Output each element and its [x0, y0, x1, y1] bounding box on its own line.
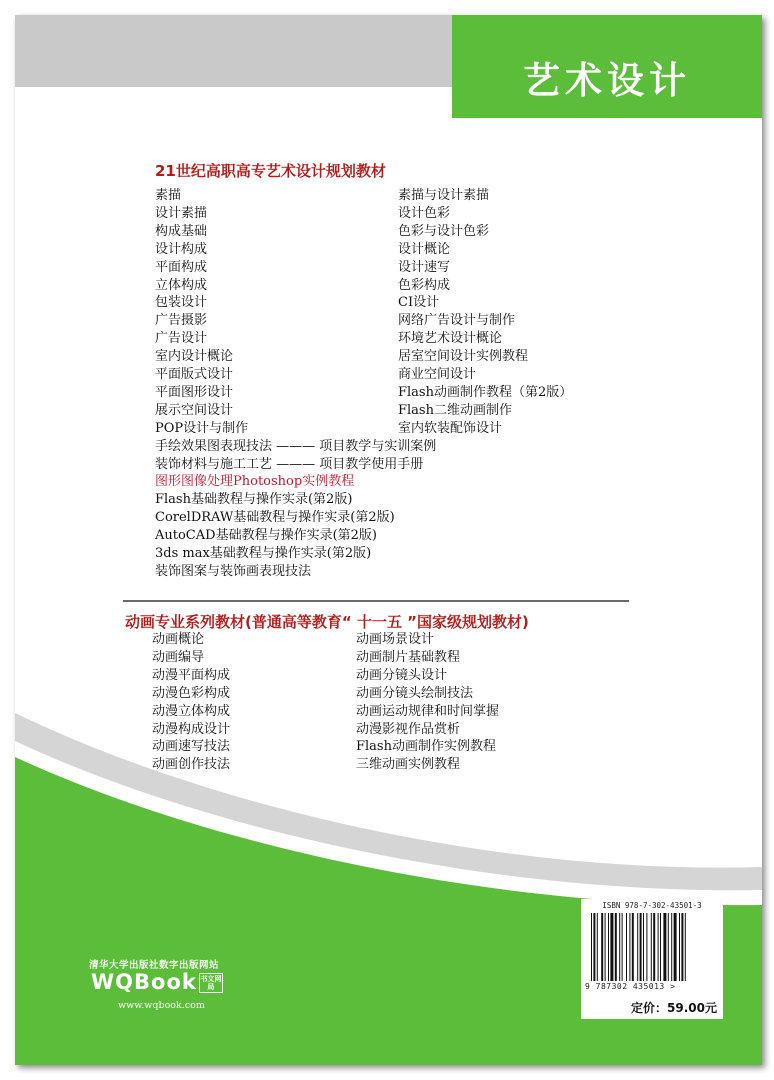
series2-book-right: 动画场景设计 — [356, 632, 435, 647]
barcode-bar — [640, 913, 642, 981]
series2-book-left: 动画编导 — [152, 649, 205, 665]
barcode-bar — [632, 913, 634, 981]
barcode-bar — [615, 913, 617, 981]
series2-book-left: 动漫色彩构成 — [152, 685, 231, 701]
series1-book-wide: Flash基础教程与操作实录(第2版) — [155, 492, 353, 508]
series1-book-right: 色彩构成 — [398, 277, 451, 293]
barcode-bar — [671, 913, 672, 981]
series2-book-right: 动画分镜头设计 — [356, 667, 448, 683]
series1-book-wide: 图形图像处理Photoshop实例教程 — [155, 474, 355, 490]
series1-book-left: 广告摄影 — [155, 313, 208, 329]
barcode-bar — [637, 913, 638, 981]
barcode-bar — [591, 913, 592, 981]
series1-book-left: 展示空间设计 — [155, 402, 234, 418]
barcode-bar — [668, 913, 669, 981]
barcode-bar — [651, 913, 652, 981]
category-title: 艺术设计 — [523, 59, 691, 102]
series1-book-right: 设计速写 — [398, 259, 451, 275]
series2-book-left: 动漫立体构成 — [152, 703, 231, 719]
series1-book-wide: 装饰材料与施工工艺 ——— 项目教学使用手册 — [155, 456, 424, 472]
series1-book-wide: 3ds max基础教程与操作实录(第2版) — [155, 546, 372, 561]
series2-book-right: 动画制片基础教程 — [356, 649, 461, 665]
series1-book-left: 室内设计概论 — [155, 349, 234, 365]
barcode-bar — [622, 913, 623, 981]
series2-book-right: 三维动画实例教程 — [356, 757, 461, 773]
series1-book-right: 素描与设计素描 — [398, 188, 490, 203]
series2-book-right: 动画运动规律和时间掌握 — [356, 703, 500, 719]
series2-title: 动画专业系列教材(普通高等教育“ 十一五 ”国家级规划教材) — [125, 613, 529, 631]
series1-book-wide: 手绘效果图表现技法 ——— 项目教学与实训案例 — [155, 438, 437, 454]
series2-book-left: 动画创作技法 — [152, 757, 231, 773]
series1-book-right: 商业空间设计 — [398, 367, 477, 382]
isbn-label: ISBN 978-7-302-43501-3 — [602, 901, 702, 910]
series1-book-wide: AutoCAD基础教程与操作实录(第2版) — [155, 528, 377, 544]
series1-book-wide: CorelDRAW基础教程与操作实录(第2版) — [155, 510, 395, 526]
series2-book-left: 动漫构成设计 — [152, 721, 231, 737]
series1-book-right: 设计色彩 — [398, 205, 451, 221]
barcode-bar — [597, 913, 598, 981]
barcode-bar — [605, 913, 606, 981]
series1-book-left: POP设计与制作 — [155, 420, 249, 436]
series1-book-left: 设计构成 — [155, 241, 208, 257]
series1-book-left: 平面版式设计 — [155, 367, 234, 382]
series1-book-left: 包装设计 — [155, 295, 208, 311]
series1-book-left: 设计素描 — [155, 205, 208, 221]
book-back-cover — [15, 15, 762, 1065]
barcode-bar — [663, 913, 666, 981]
series1-book-right: CI设计 — [398, 295, 440, 311]
barcode-bar — [643, 913, 644, 981]
section-divider — [123, 600, 629, 602]
series2-book-right: Flash动画制作实例教程 — [356, 739, 496, 755]
series1-book-right: 居室空间设计实例教程 — [398, 349, 529, 365]
barcode-bar — [608, 913, 609, 981]
barcode-bar — [653, 913, 655, 981]
series2-book-right: 动画分镜头绘制技法 — [356, 685, 474, 701]
series2-book-right: 动漫影视作品赏析 — [356, 721, 461, 737]
series1-book-left: 平面构成 — [155, 259, 208, 275]
logo-text: WQBook — [91, 970, 197, 994]
series1-book-left: 平面图形设计 — [155, 384, 234, 400]
series2-book-left: 动画速写技法 — [152, 739, 231, 755]
logo-badge: 书文网局 — [200, 975, 222, 991]
publisher-url: www.wqbook.com — [118, 1000, 205, 1011]
barcode-bar — [626, 913, 627, 981]
barcode-bar — [629, 913, 630, 981]
series1-book-right: 色彩与设计色彩 — [398, 223, 490, 239]
barcode-bar — [646, 913, 647, 981]
barcode-bar — [601, 913, 603, 981]
barcode-bar — [660, 913, 661, 981]
series1-book-right: 网络广告设计与制作 — [398, 313, 516, 329]
barcode-bars — [591, 913, 713, 981]
series1-book-right: Flash二维动画制作 — [398, 402, 512, 418]
barcode-bar — [681, 913, 683, 981]
series1-book-right: Flash动画制作教程（第2版） — [398, 384, 573, 400]
barcode-digits: 9 787302 435013 > — [585, 982, 676, 991]
barcode-panel — [581, 899, 723, 1019]
series1-title: 21世纪高职高专艺术设计规划教材 — [155, 162, 386, 180]
barcode-bar — [619, 913, 620, 981]
series1-book-wide: 装饰图案与装饰画表现技法 — [155, 563, 312, 579]
wqbook-logo — [91, 970, 223, 994]
barcode-bar — [658, 913, 659, 981]
barcode-bar — [610, 913, 613, 981]
series1-book-left: 立体构成 — [155, 277, 208, 293]
series1-book-right: 环境艺术设计概论 — [398, 331, 503, 347]
series1-book-right: 设计概论 — [398, 241, 451, 257]
publisher-site-label: 清华大学出版社数字出版网站 — [89, 960, 220, 971]
barcode-bar — [679, 913, 680, 981]
series2-book-left: 动画概论 — [152, 632, 205, 647]
series1-book-left: 构成基础 — [155, 223, 208, 239]
barcode-bar — [593, 913, 595, 981]
series1-book-left: 广告设计 — [155, 331, 208, 347]
barcode-bar — [685, 913, 686, 981]
series1-book-left: 素描 — [155, 188, 182, 203]
price-label: 定价：59.00元 — [631, 1001, 717, 1015]
series1-book-right: 室内软装配饰设计 — [398, 420, 503, 436]
barcode-bar — [674, 913, 677, 981]
series2-book-left: 动漫平面构成 — [152, 667, 231, 683]
